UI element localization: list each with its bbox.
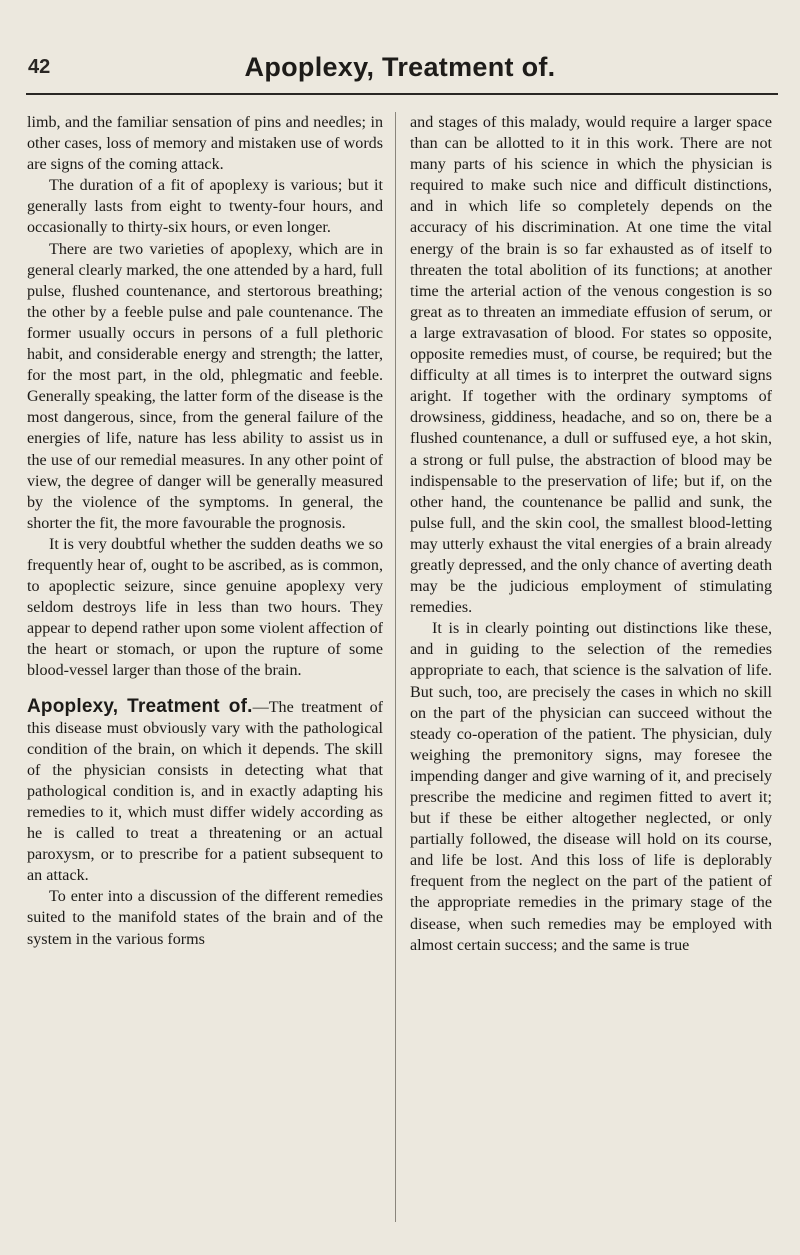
entry-text: —The treatment of this disease must obviously vary with the pathological condition of the brain, on which it depends. The skill of the physician consists in detecting what that pathological condition is, and in exactly adapting his remedies to it, which must differ widely according as he is called to treat a threatening or an actual paroxysm, or to prescribe for a patient subsequent to an attack. — [27, 698, 383, 885]
paragraph: There are two varieties of apoplexy, which are in general clearly marked, the one attended by a hard, full pulse, flushed countenance, and stertorous breathing; the other by a feeble pulse and pale countenance. The former usually occurs in persons of a full plethoric habit, and considerable energy and strength; the latter, for the most part, in the old, phlegmatic and feeble. Generally speaking, the latter form of the disease is the most dangerous, since, from the general failure of the energies of life, nature has less ability to assist us in the use of our remedial measures. In any other point of view, the degree of danger will be generally measured by the violence of the symptoms. In general, the shorter the fit, the more favourable the prognosis. — [27, 240, 383, 532]
page-number: 42 — [28, 56, 51, 78]
paragraph: The duration of a fit of apoplexy is various; but it generally lasts from eight to twenty-four hours, and occasionally to thirty-six hours, or even longer. — [27, 177, 383, 237]
right-column — [410, 112, 772, 956]
running-head: Apoplexy, Treatment of. — [244, 52, 556, 82]
paragraph: To enter into a discussion of the different remedies suited to the manifold states of the brain and of the system in the various forms — [27, 888, 383, 948]
header-rule — [26, 93, 778, 95]
paragraph: It is in clearly pointing out distinctions like these, and in guiding to the selection of the remedies appropriate to each, that science is the salvation of life. But such, too, are precisely the cases in which no skill on the part of the physician can succeed without the steady co-operation of the patient. The physician, duly weighing the premonitory signs, may foresee the impending danger and give warning of it, and precisely prescribe the medicine and regimen fitted to avert it; but if these be either altogether neglected, or only partially followed, the disease will hold on its course, and life be lost. And this loss of life is deplorably frequent from the neglect on the part of the patient of the appropriate remedies in the primary stage of the disease, when such remedies may be employed with almost certain success; and the same is true — [410, 620, 772, 954]
left-column — [27, 112, 383, 950]
paragraph: limb, and the familiar sensation of pins and needles; in other cases, loss of memory and mistaken use of words are signs of the coming attack. — [27, 114, 383, 174]
column-divider — [395, 112, 396, 1222]
paragraph: It is very doubtful whether the sudden deaths we so frequently hear of, ought to be ascribed, as is common, to apoplectic seizure, since genuine apoplexy very seldom destroys life in less than two hours. They appear to depend rather upon some violent affection of the heart or stomach, or upon the rupture of some blood-vessel larger than those of the brain. — [27, 535, 383, 680]
paragraph: and stages of this malady, would require a larger space than can be allotted to it in this work. There are not many parts of his science in which the physician is required to make such nice and difficult distinctions, and in which life so completely depends on the accuracy of his discrimination. At one time the vital energy of the brain is so far exhausted as of itself to threaten the total abolition of its functions; at another time the arterial action of the venous congestion is so great as to threaten an immediate effusion of serum, or a large extravasation of blood. For states so opposite, opposite remedies must, of course, be required; but the difficulty at all times is to interpret the outward signs aright. If together with the ordinary symptoms of drowsiness, giddiness, headache, and so on, there be a flushed countenance, a dull or suffused eye, a hot skin, a strong or full pulse, the abstraction of blood may be indispensable to the preservation of life; but if, on the other hand, the countenance be pallid and sunk, the pulse full, and the skin cool, the smallest blood-letting may utterly exhaust the vital energies of a brain already greatly depressed, and the only chance of averting death may be the judicious employment of stimulating remedies. — [410, 114, 772, 617]
page-header — [28, 52, 772, 92]
entry-paragraph — [27, 696, 383, 887]
entry-heading: Apoplexy, Treatment of. — [27, 695, 253, 717]
